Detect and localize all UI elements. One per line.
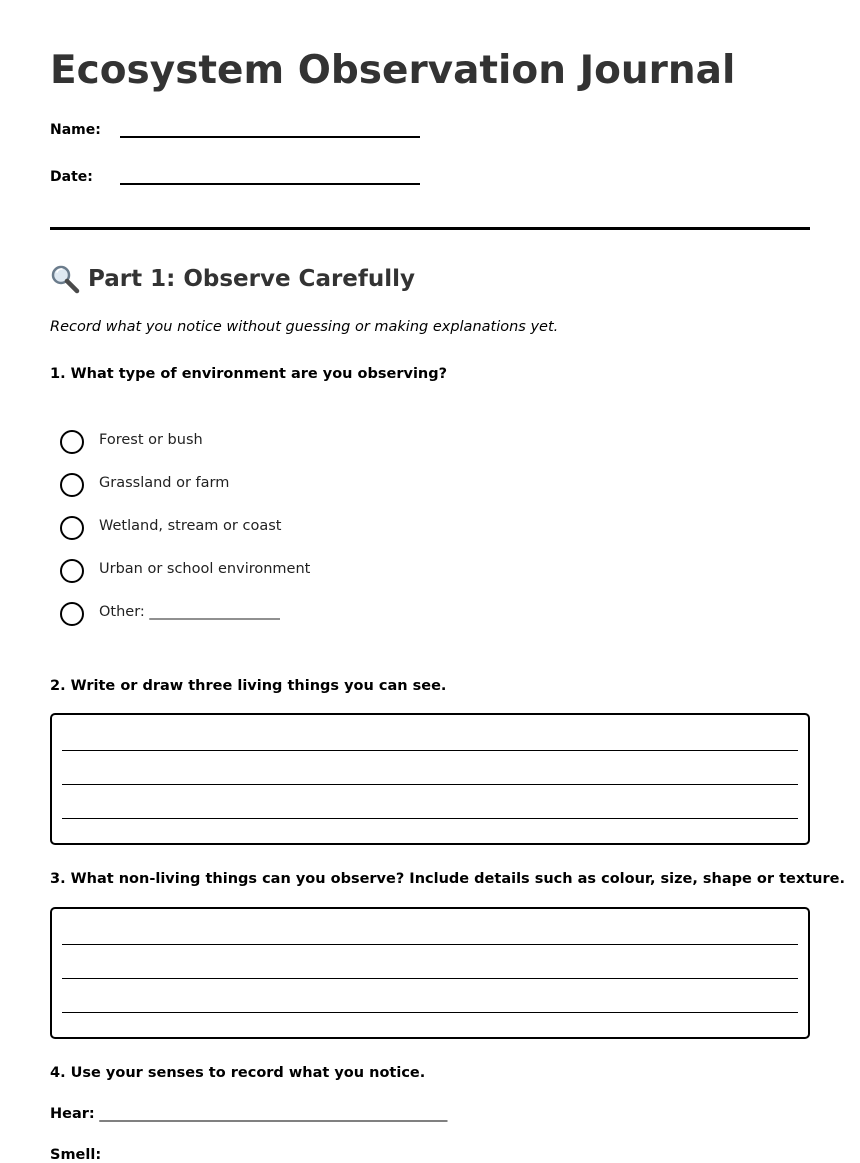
- name-field-row: [50, 122, 450, 146]
- option-urban[interactable]: [60, 559, 460, 585]
- radio-button[interactable]: [60, 602, 84, 626]
- part1-instruction: Record what you notice without guessing or making explanations yet.: [50, 319, 559, 335]
- radio-button[interactable]: [60, 473, 84, 497]
- hear-row[interactable]: [50, 1106, 447, 1122]
- part1-heading-text: Part 1: Observe Carefully: [88, 266, 416, 292]
- date-field[interactable]: [120, 183, 420, 185]
- name-field[interactable]: [120, 136, 420, 138]
- date-label: Date:: [50, 169, 93, 185]
- question-4: 4. Use your senses to record what you notice.: [50, 1065, 426, 1081]
- radio-button[interactable]: [60, 559, 84, 583]
- hear-label: Hear:: [50, 1106, 95, 1122]
- option-label: Forest or bush: [99, 432, 203, 448]
- option-label: Urban or school environment: [99, 561, 311, 577]
- date-field-row: [50, 169, 450, 193]
- answer-line: [62, 784, 798, 785]
- part1-heading: [50, 264, 415, 294]
- magnifying-glass-icon: [50, 264, 80, 294]
- option-label: Wetland, stream or coast: [99, 518, 282, 534]
- non-living-things-answer-box[interactable]: [50, 907, 810, 1039]
- option-wetland[interactable]: [60, 516, 460, 542]
- option-label: Other: __________________: [99, 604, 280, 620]
- answer-line: [62, 1012, 798, 1013]
- answer-line: [62, 978, 798, 979]
- header-divider: [50, 227, 810, 230]
- hear-blank[interactable]: ________________________________________________: [99, 1106, 448, 1122]
- living-things-answer-box[interactable]: [50, 713, 810, 845]
- answer-line: [62, 944, 798, 945]
- question-3: 3. What non-living things can you observe? Include details such as colour, size, shape or texture.: [50, 871, 845, 887]
- question-1: 1. What type of environment are you observing?: [50, 366, 448, 382]
- smell-label: Smell:: [50, 1147, 102, 1163]
- question-2: 2. Write or draw three living things you can see.: [50, 678, 447, 694]
- answer-line: [62, 818, 798, 819]
- option-forest[interactable]: [60, 430, 460, 456]
- name-label: Name:: [50, 122, 101, 138]
- option-label: Grassland or farm: [99, 475, 230, 491]
- option-grassland[interactable]: [60, 473, 460, 499]
- answer-line: [62, 750, 798, 751]
- radio-button[interactable]: [60, 430, 84, 454]
- option-other[interactable]: [60, 602, 460, 628]
- radio-button[interactable]: [60, 516, 84, 540]
- page-title: Ecosystem Observation Journal: [50, 48, 736, 93]
